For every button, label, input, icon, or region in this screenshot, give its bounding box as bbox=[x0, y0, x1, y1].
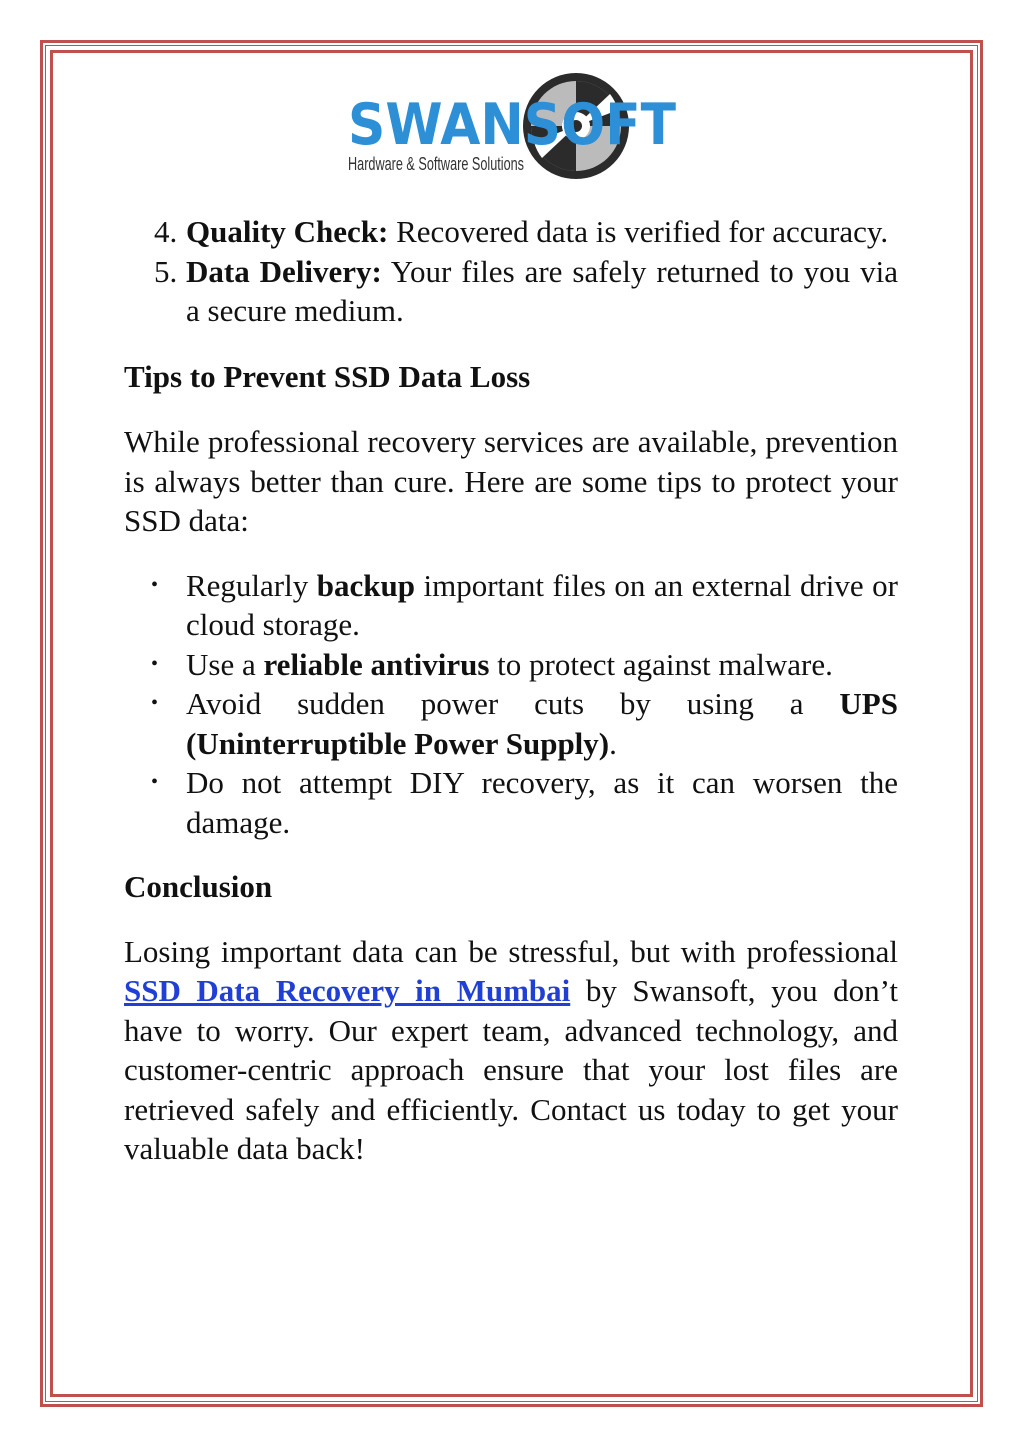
conclusion-text: by Swansoft, you don’t have to worry. Our expert team, advanced technology, and customer-centric approach ensure that your lost files are retrieved safely and efficiently. Contact us today to get your valuable data back! bbox=[124, 973, 898, 1166]
tips-intro-paragraph: While professional recovery services are available, prevention is always better than cure. Here are some tips to protect your SSD data: bbox=[124, 424, 898, 538]
tip-text: important files on an external drive or cloud storage. bbox=[186, 567, 898, 642]
logo-tagline-text: Hardware & Software Solutions bbox=[348, 154, 524, 174]
tips-heading: Tips to Prevent SSD Data Loss bbox=[124, 358, 531, 394]
step-text: Your files are safely returned to you via a secure medium. bbox=[186, 253, 898, 328]
bullet-icon: • bbox=[151, 573, 159, 596]
ssd-recovery-mumbai-link[interactable]: SSD Data Recovery in Mumbai bbox=[124, 973, 571, 1008]
tip-text: Use a bbox=[186, 646, 264, 682]
tip-bold-text: backup bbox=[316, 567, 415, 603]
step-number: 5. bbox=[154, 253, 178, 289]
logo-brand-text: SWANSOFT bbox=[348, 92, 677, 158]
document-body bbox=[124, 212, 898, 1169]
tip-bold-text: reliable antivirus bbox=[263, 646, 490, 682]
list-item bbox=[124, 212, 898, 252]
tip-text: Do not attempt DIY recovery, as it can worsen the damage. bbox=[186, 765, 898, 840]
tip-text: . bbox=[609, 725, 617, 761]
recovery-steps-list bbox=[124, 212, 898, 331]
tip-bold-text: UPS (Uninterruptible Power Supply) bbox=[186, 686, 898, 761]
tips-list bbox=[124, 566, 898, 843]
list-item bbox=[124, 763, 898, 842]
step-number: 4. bbox=[154, 214, 178, 249]
swansoft-logo bbox=[346, 70, 686, 182]
list-item bbox=[124, 566, 898, 645]
bullet-icon: • bbox=[151, 692, 159, 714]
bullet-icon: • bbox=[151, 771, 159, 793]
tip-text: Regularly bbox=[186, 567, 317, 603]
step-label: Quality Check: bbox=[186, 214, 389, 249]
tip-text: Avoid sudden power cuts by using a bbox=[186, 686, 840, 721]
bullet-icon: • bbox=[151, 652, 159, 675]
step-text: Recovered data is verified for accuracy. bbox=[388, 214, 889, 249]
list-item bbox=[124, 645, 898, 685]
tip-text: to protect against malware. bbox=[489, 646, 833, 682]
list-item bbox=[124, 252, 898, 331]
conclusion-paragraph bbox=[124, 932, 898, 1169]
list-item bbox=[124, 684, 898, 763]
step-label: Data Delivery: bbox=[186, 253, 382, 289]
conclusion-text: Losing important data can be stressful, but with professional bbox=[124, 933, 898, 969]
conclusion-heading: Conclusion bbox=[124, 869, 273, 904]
